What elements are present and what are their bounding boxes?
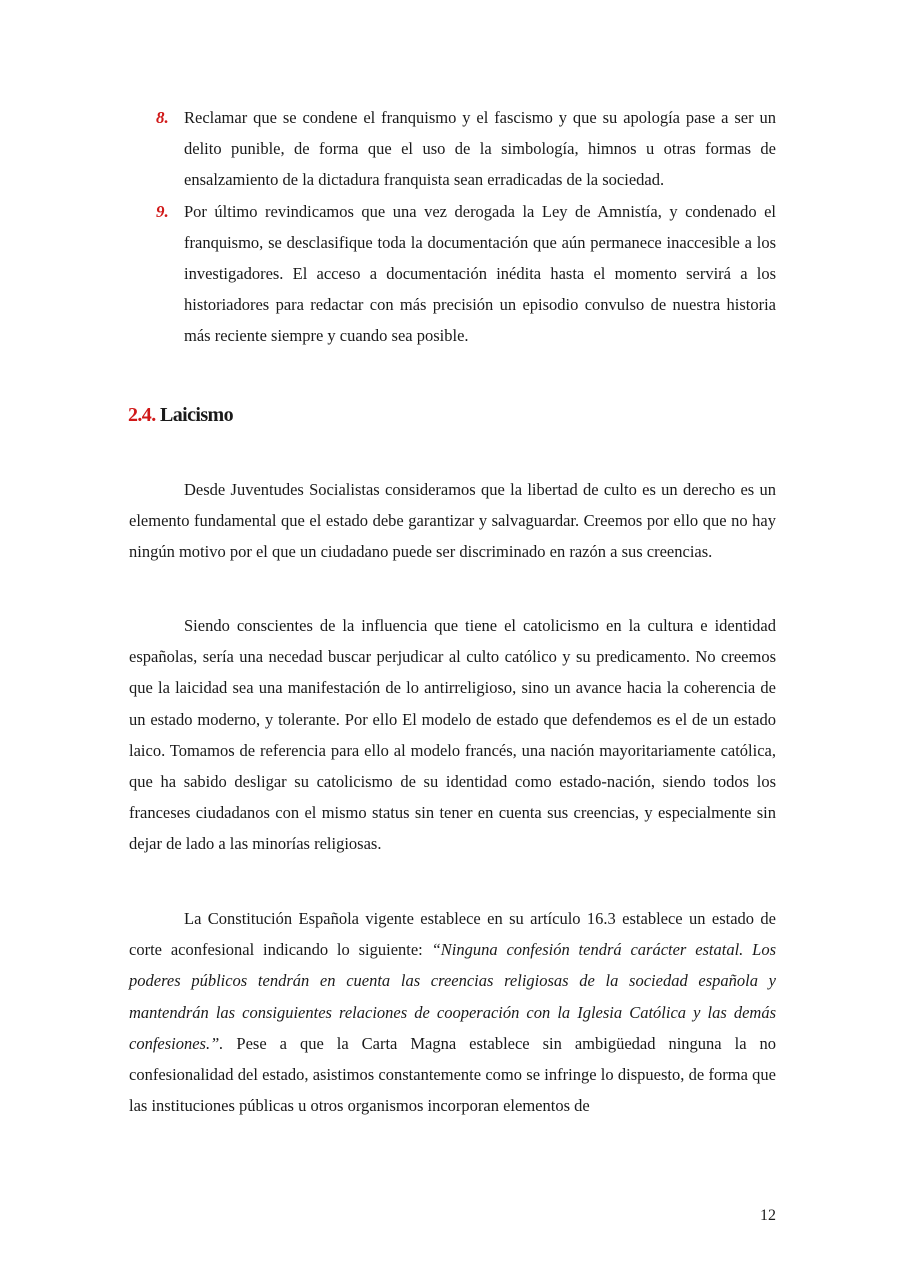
section-title: Laicismo <box>160 404 233 426</box>
section-number: 2.4. <box>128 404 156 426</box>
body-paragraph: Desde Juventudes Socialistas consideramos que la libertad de culto es un derecho es un elemento fundamental que el estado debe garantizar y salvaguardar. Creemos por ello que no hay ningún motivo por el que un ciudadano puede ser discriminado en razón a sus creencias. <box>129 480 776 562</box>
body-paragraph <box>129 903 776 1121</box>
section-heading <box>128 400 233 430</box>
paragraph-text: Pese a que la Carta Magna establece sin ambigüedad ninguna la no confesionalidad del estado, asistimos constantemente como se infringe lo dispuesto, de forma que las instituciones públicas u otros organismos incorporan elementos de <box>129 1033 776 1116</box>
list-number: 8. <box>156 108 169 127</box>
constitution-quote: “Ninguna confesión tendrá carácter estatal. Los poderes públicos tendrán en cuenta las creencias religiosas de la sociedad española y mantendrán las consiguientes relaciones de cooperación con la Iglesia Católica y las demás confesiones.”. <box>129 940 776 1053</box>
page-number: 12 <box>760 1207 776 1224</box>
list-item-text: Por último revindicamos que una vez derogada la Ley de Amnistía, y condenado el franquismo, se desclasifique toda la documentación que aún permanece inaccesible a los investigadores. El acceso a documentación inédita hasta el momento servirá a los historiadores para redactar con más precisión un episodio convulso de nuestra historia más reciente siempre y cuando sea posible. <box>184 202 776 345</box>
body-paragraph: Siendo conscientes de la influencia que tiene el catolicismo en la cultura e identidad españolas, sería una necedad buscar perjudicar al culto católico y su predicamento. No creemos que la laicidad sea una manifestación de lo antirreligioso, sino un avance hacia la coherencia de un estado moderno, y tolerante. Por ello El modelo de estado que defendemos es el de un estado laico. Tomamos de referencia para ello al modelo francés, una nación mayoritariamente católica, que ha sabido desligar su catolicismo de su identidad como estado-nación, siendo todos los franceses ciudadanos con el mismo status sin tener en cuenta sus creencias, y especialmente sin dejar de lado a las minorías religiosas. <box>129 616 776 854</box>
paragraph-text: La Constitución Española vigente establece en su artículo 16.3 establece un estado de corte aconfesional indicando lo siguiente: <box>129 909 776 960</box>
list-item-text: Reclamar que se condene el franquismo y el fascismo y que su apología pase a ser un delito punible, de forma que el uso de la simbología, himnos u otras formas de ensalzamiento de la dictadura franquista sean erradicadas de la sociedad. <box>184 108 776 189</box>
list-number: 9. <box>156 202 169 221</box>
